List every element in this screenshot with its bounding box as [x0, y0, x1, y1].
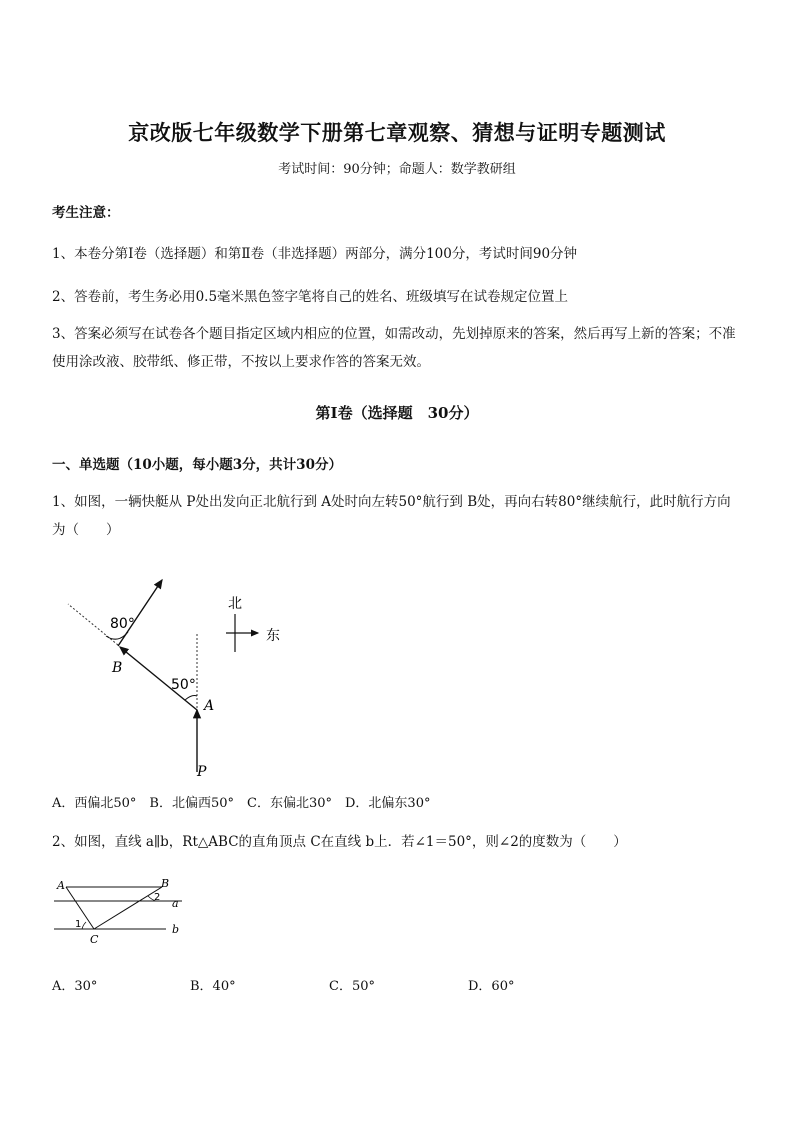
- q2-point-B-label: B: [161, 877, 170, 890]
- page-title: 京改版七年级数学下册第七章观察、猜想与证明专题测试: [128, 120, 666, 145]
- q2-line-a-label: a: [172, 897, 179, 910]
- q1-angle-arc-A: [185, 696, 197, 701]
- section-heading: 一、单选题（10小题，每小题3分，共计30分）: [52, 457, 342, 473]
- q2-option-b: B．40°: [190, 979, 236, 994]
- q2-angle2-label: 2: [154, 892, 161, 903]
- q1-figure: [52, 560, 312, 790]
- q2-figure: [52, 875, 202, 945]
- q1-point-A-label: A: [204, 698, 215, 714]
- q1-stem: 1、如图，一辆快艇从 P处出发向正北航行到 A处时向左转50°航行到 B处，再向右转80°继续航行，此时航行方向为（ ）: [52, 494, 731, 538]
- notice-heading: 考生注意：: [52, 205, 120, 221]
- part1-title: 第Ⅰ卷（选择题 30分）: [315, 404, 479, 422]
- q2-line-b-label: b: [172, 923, 180, 936]
- q2-option-c: C．50°: [329, 979, 375, 994]
- notice-item-2: 2、答卷前，考生务必用0.5毫米黑色签字笔将自己的姓名、班级填写在试卷规定位置上: [52, 289, 569, 305]
- q2-stem: 2、如图，直线 a∥b，Rt△ABC的直角顶点 C在直线 b上．若∠1＝50°，则∠2的度数为（ ）: [52, 834, 627, 850]
- q1-options: A．西偏北50° B．北偏西50° C．东偏北30° D．北偏东30°: [52, 796, 431, 811]
- notice-item-1: 1、本卷分第Ⅰ卷（选择题）和第Ⅱ卷（非选择题）两部分，满分100分，考试时间90分钟: [52, 246, 578, 262]
- notice-item-3: 3、答案必须写在试卷各个题目指定区域内相应的位置，如需改动，先划掉原来的答案，然后再写上新的答案；不准使用涂改液、胶带纸、修正带，不按以上要求作答的答案无效。: [52, 326, 736, 370]
- q2-option-a: A．30°: [52, 979, 98, 994]
- q1-angle-50-label: 50°: [171, 677, 196, 693]
- q2-point-C-label: C: [90, 933, 99, 945]
- q2-angle1-label: 1: [75, 919, 82, 930]
- page-subtitle: 考试时间：90分钟；命题人：数学教研组: [278, 162, 516, 177]
- q1-point-B-label: B: [112, 660, 123, 676]
- q1-angle-arc-B: [106, 632, 128, 639]
- q1-compass-east-label: 东: [266, 628, 280, 644]
- q2-side-BC: [94, 887, 162, 929]
- q2-angle1-arc: [82, 922, 86, 929]
- q1-point-P-label: P: [197, 764, 207, 780]
- q1-compass-north-label: 北: [228, 596, 242, 612]
- q2-option-d: D．60°: [468, 979, 515, 994]
- q2-point-A-label: A: [57, 879, 65, 892]
- q1-angle-80-label: 80°: [110, 616, 135, 632]
